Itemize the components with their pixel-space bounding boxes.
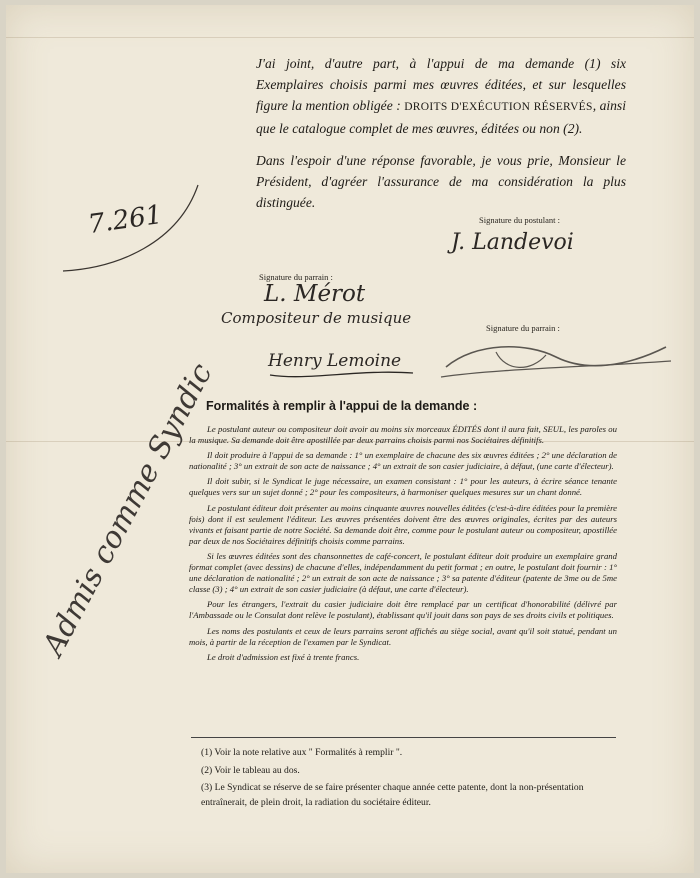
parrain-1-title: Compositeur de musique [221,309,412,327]
signature-parrain-3 [436,337,676,387]
rule-paragraph: Il doit subir, si le Syndicat le juge nécessaire, un examen consistant : 1° pour les auteurs, à écrire séance tenante quelques vers sur un sujet donné ; 2° pour les compositeurs, à harmoniser quelques mesures sur un chant donné. [189,476,617,498]
rule-paragraph: Le postulant auteur ou compositeur doit avoir au moins six morceaux ÉDITÉS dont il aura fait, SEUL, les paroles ou la musique. Sa demande doit être apostillée par deux parrains choisis parmi nos Sociétaires définitifs. [189,424,617,446]
intro-line-3: lesquelles figure la mention obligée : [256,77,626,113]
label-signature-parrain-2: Signature du parrain : [486,323,560,333]
rule-paragraph: Le postulant éditeur doit présenter au moins cinquante œuvres nouvelles éditées (c'est-à-dire éditées pour la première fois) dont il est seulement l'éditeur. Les œuvres présentées doivent être des œuvres originales, écrites par des auteurs vivants et faisant partie de notre Société. Sa demande doit être, comme pour le postulant auteur ou compositeur, apostillée par deux de nos Sociétaires définitifs choisis comme parrains. [189,502,617,546]
document-page [6,5,694,873]
intro-line-4: , ainsi que le catalogue complet de mes œuvres, [256,98,626,136]
rule-paragraph: Si les œuvres éditées sont des chansonnettes de café-concert, le postulant éditeur doit produire un exemplaire grand format complet (avec dessins) de chacune d'elles, indépendamment du petit format ; en outre, le postulant doit fournir : 1° une déclaration de nationalité ; 2° un extrait de son acte de naissance ; 3° sa patente d'éditeur (patente de 3me ou de 5me classe (3) ; 4° un extrait de son casier judiciaire (à défaut, une carte d'électeur). [189,550,617,595]
label-signature-postulant: Signature du postulant : [479,215,560,225]
margin-annotation: Admis comme Syndic [36,357,220,662]
intro-line-2: Exemplaires choisis parmi mes œuvres éditées, et sur [256,77,566,92]
signature-postulant: J. Landevoi [451,230,574,255]
signature-parrain-2: Henry Lemoine [268,351,402,371]
footnote: (1) Voir la note relative aux " Formalités à remplir ". [201,747,403,758]
intro-line-5: éditées ou non (2). [481,121,583,136]
intro-line-1: J'ai joint, d'autre part, à l'appui de ma demande (1) six [256,56,626,71]
label-signature-parrain-1: Signature du parrain : [259,272,333,282]
rules-text [189,424,617,667]
intro-paragraph-1 [256,53,626,139]
signature-flourish [268,367,418,381]
rule-paragraph: Les noms des postulants et ceux de leurs parrains seront affichés au siège social, avant qu'il soit statué, pendant un mois, à partir de la réception de l'examen par le Syndicat. [189,625,617,647]
footnote: (2) Voir le tableau au dos. [201,764,300,776]
footnotes [201,746,621,813]
intro-text [256,53,626,224]
rule-paragraph: Pour les étrangers, l'extrait du casier judiciaire doit être remplacé par un certificat d'honorabilité (délivré par l'Ambassade ou le Consulat dont relève le postulant), établissant qu'il jouit dans son pays de ses droits civils et politiques. [189,599,617,621]
fold-line [6,37,694,38]
margin-curve [58,183,208,283]
rule-paragraph: Il doit produire à l'appui de sa demande : 1° un exemplaire de chacune des six œuvres éditées ; 2° une déclaration de nationalité ; 3° un extrait de son acte de naissance ; 4° un extrait de son casier judiciaire, à défaut, (une carte d'électeur). [189,450,617,472]
intro-paragraph-2: Dans l'espoir d'une réponse favorable, je vous prie, Monsieur le Président, d'agréer l'assurance de ma considération la plus distinguée. [256,153,626,210]
intro-smallcaps-1: DROITS D'EXÉCUTION [404,101,531,113]
rule-paragraph: Le droit d'admission est fixé à trente francs. [207,651,360,662]
footnote-divider [191,737,616,738]
footnote: (3) Le Syndicat se réserve de se faire présenter chaque année cette patente, dont la non-présentation entraînerait, de plein droit, la radiation du sociétaire éditeur. [201,782,584,808]
handwritten-number: 7.261 [86,199,165,241]
intro-smallcaps-2: RÉSERVÉS [533,101,593,113]
signature-parrain-1: L. Mérot [264,281,366,307]
section-heading: Formalités à remplir à l'appui de la demande : [206,399,478,413]
